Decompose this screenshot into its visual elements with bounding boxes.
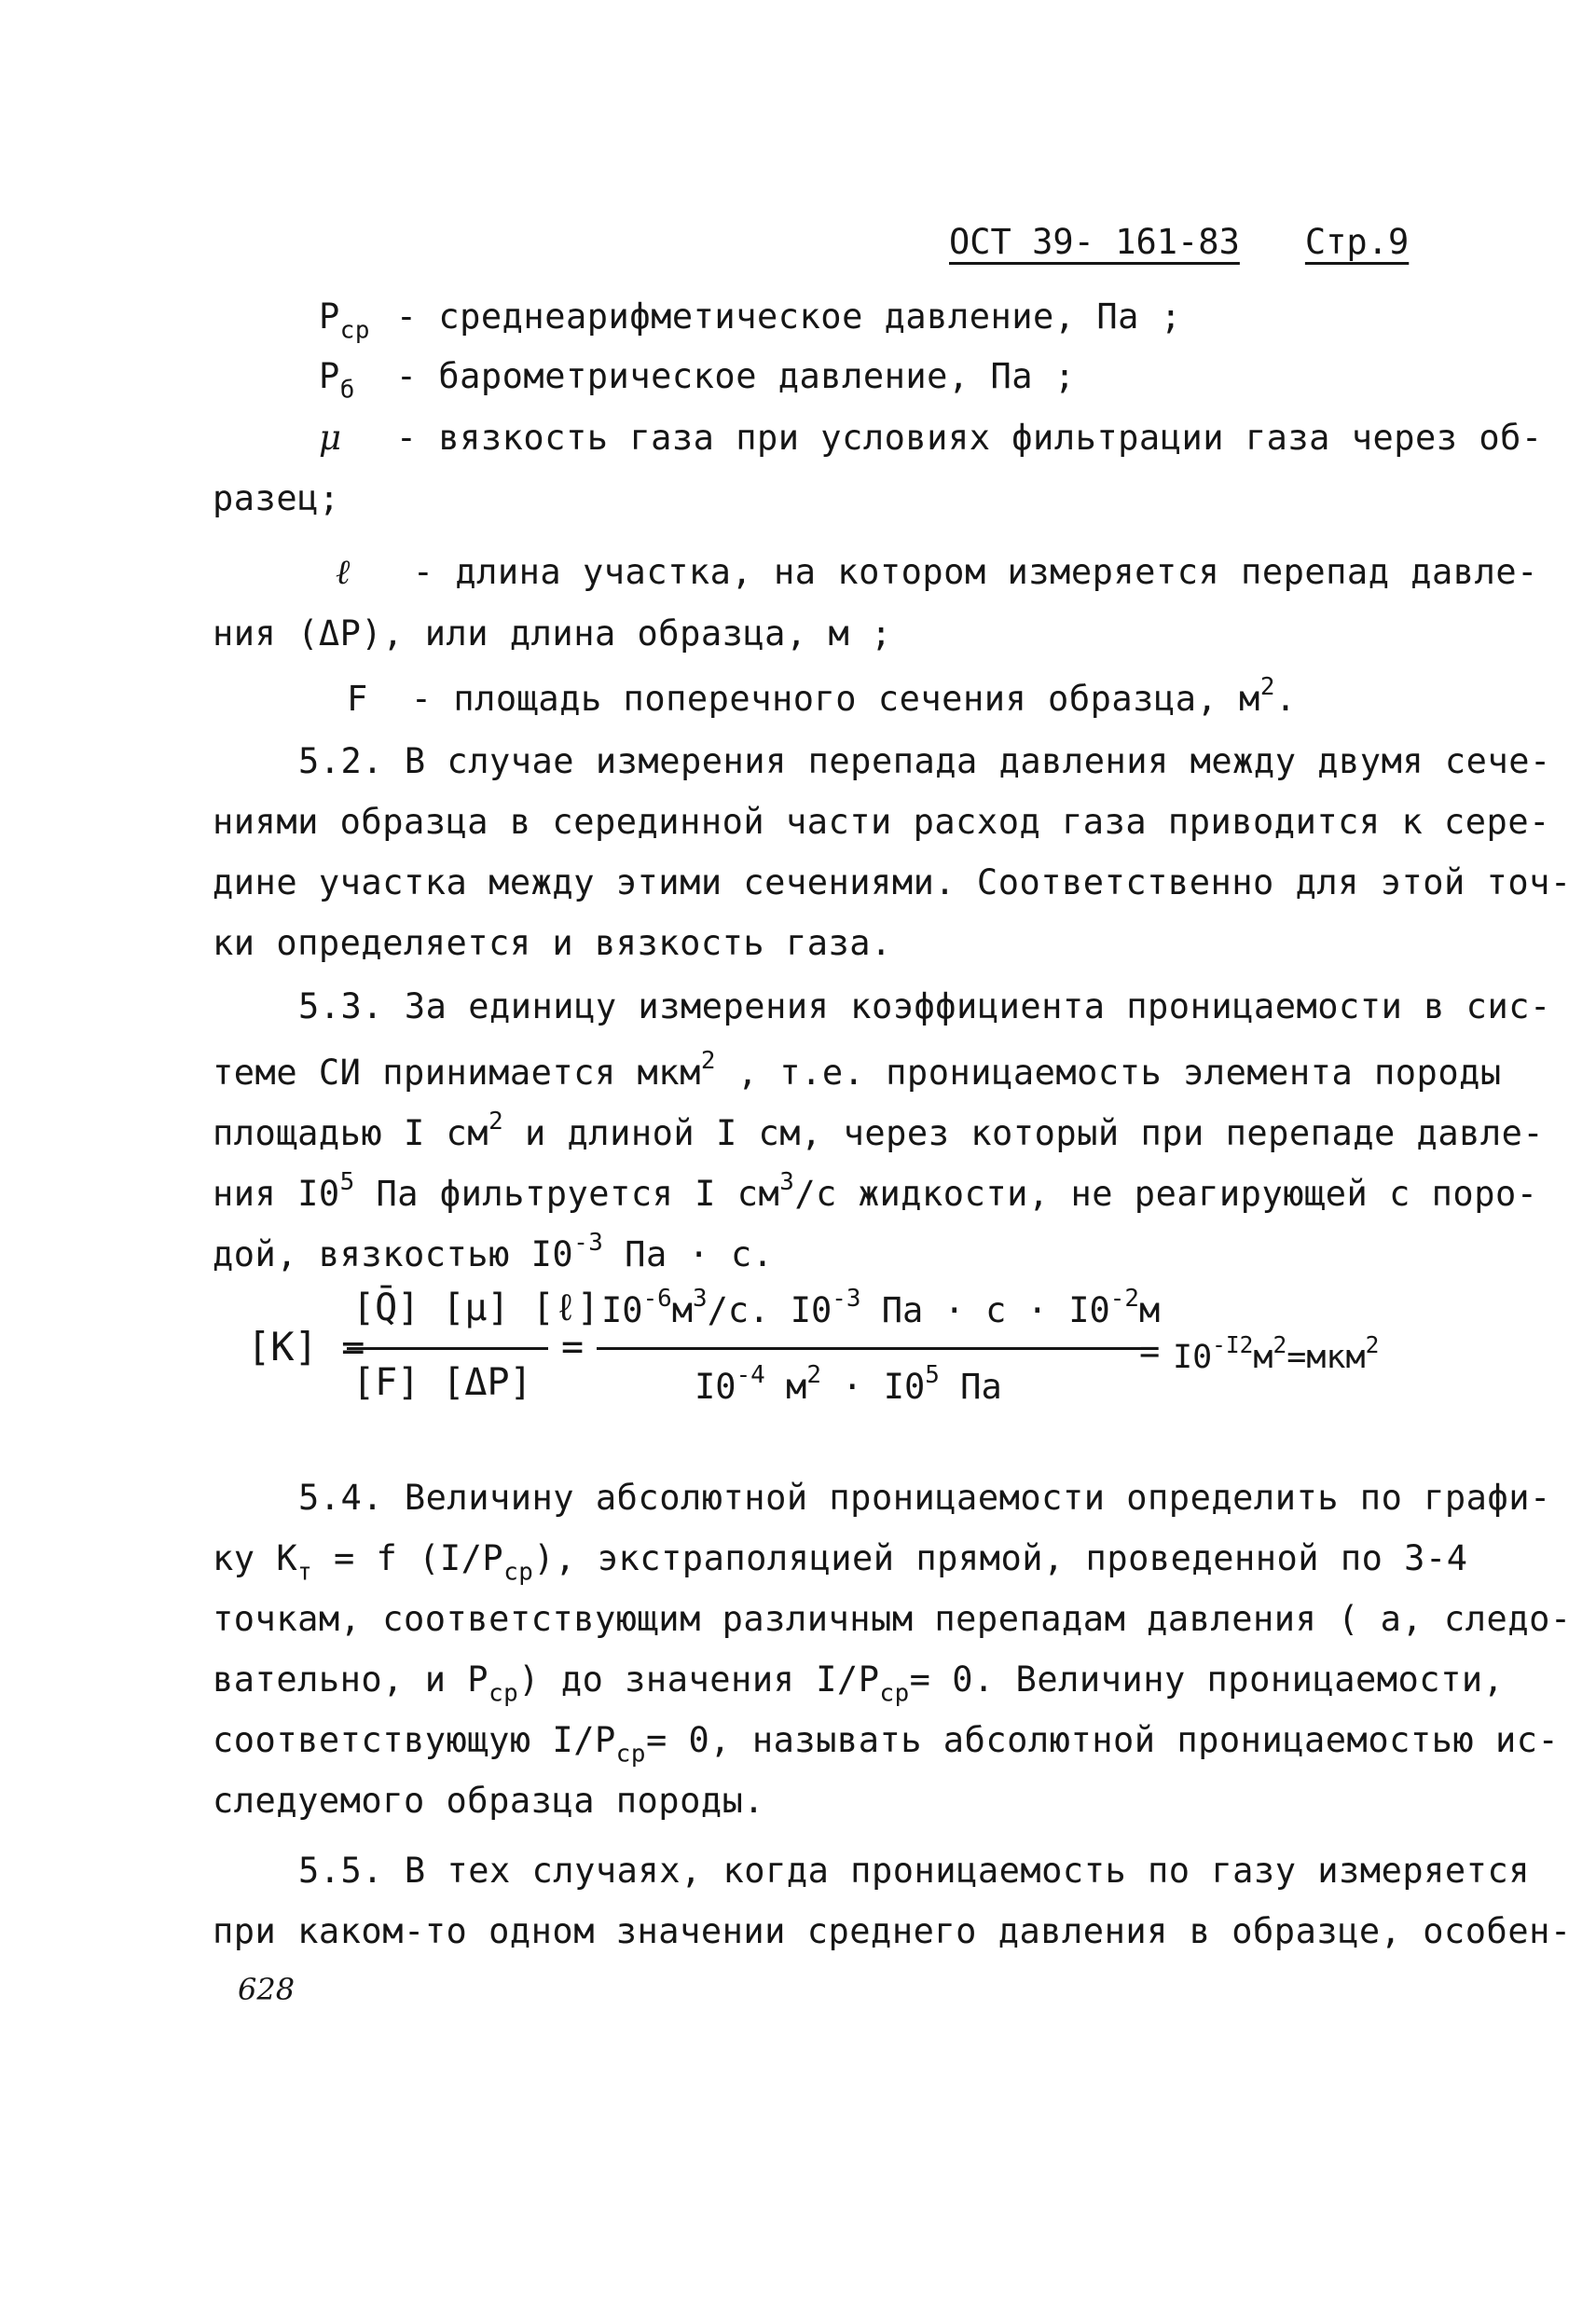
formula-fraction2-denominator: $I0^{-4}$ $м^2 \cdot I0^5$ Па <box>695 1361 1002 1407</box>
p55-line-2: при каком-то одном значении среднего давления в образце, особен- <box>213 1911 1572 1951</box>
definition-mu-cont: разец; <box>213 478 340 518</box>
p53-line-5: дой, вязкостью $I0^{-3}$ Па · с. <box>213 1229 774 1274</box>
definition-p-b: $P_б$ - барометрическое давление, Па ; <box>319 356 1076 405</box>
handwritten-page-note: 628 <box>238 1972 296 2007</box>
p53-line-2: теме СИ принимается мкм$^2$ , т.е. проницаемость элемента породы <box>213 1047 1502 1093</box>
p54-line-1: 5.4. Величину абсолютной проницаемости определить по графи- <box>298 1478 1551 1518</box>
p52-line-3: дине участка между этими сечениями. Соответственно для этой точ- <box>213 862 1572 902</box>
formula-fraction1-numerator: [Q̄] [μ] [ℓ] <box>352 1287 599 1329</box>
formula-equals-1: = <box>561 1326 585 1369</box>
p54-line-6: следуемого образца породы. <box>213 1781 765 1821</box>
p54-line-3: точкам, соответствующим различным перепадам давления ( а, следо- <box>213 1599 1572 1639</box>
formula-equals-2: = <box>1139 1331 1161 1371</box>
formula-fraction2-bar <box>597 1347 1156 1350</box>
formula-fraction1-denominator: [F] [ΔP] <box>352 1361 532 1404</box>
p54-line-2: ку $K_т = f$ $(I/P_{ср})$, экстраполяцией прямой, проведенной по 3-4 <box>213 1538 1468 1587</box>
formula-fraction1-bar <box>347 1347 548 1350</box>
p53-line-1: 5.3. За единицу измерения коэффициента проницаемости в сис- <box>298 986 1551 1026</box>
page-header <box>949 222 1409 262</box>
p53-line-3: площадью I $см^2$ и длиной I см, через который при перепаде давле- <box>213 1108 1545 1153</box>
p52-line-1: 5.2. В случае измерения перепада давления между двумя сече- <box>298 741 1551 781</box>
standard-number: ОСТ 39- 161-83 <box>949 222 1240 262</box>
definition-l: ℓ - длина участка, на котором измеряется перепад давле- <box>336 552 1538 592</box>
formula-fraction2-numerator: $I0^{-6}м^3/с$. $I0^{-3}$ Па · $с \cdot I0^{-2}м$ <box>601 1285 1161 1330</box>
p54-line-5: соответствующую $I/P_{ср}= 0$, называть абсолютной проницаемостью ис- <box>213 1720 1560 1769</box>
formula-result: $I0^{-I2}м^2=мкм^2$ <box>1173 1331 1380 1376</box>
definition-f: F - площадь поперечного сечения образца, $м^2$. <box>347 673 1297 719</box>
p54-line-4: вательно, и $P_{ср}$) до значения $I/P_{ср}= 0$. Величину проницаемости, <box>213 1659 1505 1708</box>
p52-line-4: ки определяется и вязкость газа. <box>213 923 892 963</box>
formula-lhs: [K] = <box>247 1324 365 1370</box>
definition-mu: μ - вязкость газа при условиях фильтрации газа через об- <box>319 418 1543 458</box>
page-number: Стр.9 <box>1304 222 1410 262</box>
p55-line-1: 5.5. В тех случаях, когда проницаемость по газу измеряется <box>298 1851 1531 1891</box>
p53-line-4: ния $I0^5$ Па фильтруется I $см^3/с$ жидкости, не реагирующей с поро- <box>213 1168 1538 1214</box>
p52-line-2: ниями образца в серединной части расход газа приводится к сере- <box>213 802 1550 842</box>
definition-p-sr: $P_{ср}$ - среднеарифметическое давление, Па ; <box>319 296 1182 345</box>
definition-l-cont: ния (ΔP), или длина образца, м ; <box>213 613 892 654</box>
